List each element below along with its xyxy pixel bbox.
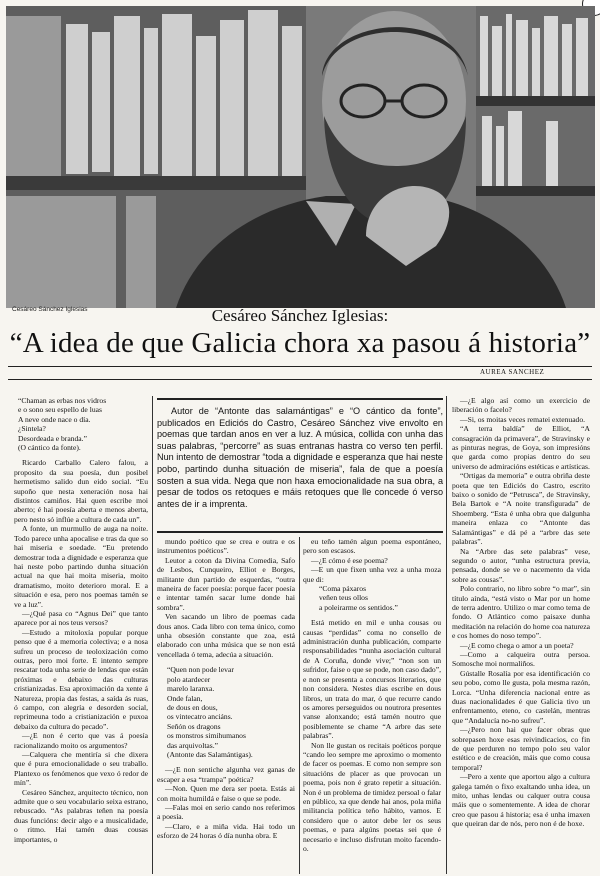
name-heading: Cesáreo Sánchez Iglesias: — [211, 306, 389, 325]
poem-line: os monstros simihumanos — [167, 731, 246, 741]
poem-line: os vintecatro anciáns. — [167, 712, 233, 722]
paragraph: Ricardo Carballo Calero falou, a proposito da sua poesía, dun posibel hermetismo salido dun eido social. “Eu supoño que nesta xeneración nosa hai distintos camiños. Hai quen escribe moi aberto; é hai poesía aberta e menos aberta, pero nesto só inflúe a cultura de cada un”. — [14, 458, 148, 524]
poem-line: Onde falan, — [167, 693, 203, 703]
paragraph: Ven sacando un libro de poemas cada dous anos. Cada libro con tema único, como unha obsesión constante que zoa, está elaborado con unha música que se non está vencellada ó tema, adecúa a situación. — [157, 612, 295, 659]
poem-line: Señón os dragons — [167, 721, 221, 731]
poem-line: veñen teus ollos — [319, 593, 368, 603]
poem-line: (Antonte das Salamántigas). — [167, 749, 253, 759]
paragraph: —¿Qué pasa co “Agnus Dei” que tanto aparece por ai nos teus versos? — [14, 608, 148, 628]
column-1 — [14, 396, 148, 876]
paragraph: mundo poético que se crea e outra e os instrumentos poéticos”. — [157, 537, 295, 556]
intro-text: Autor de “Antonte das salamántigas” e “O cántico da fonte”, publicados en Ediciós do Castro, Cesáreo Sánchez vive envolto en poemas que tardan anos en ver a luz. A música, collida con unha das suas palabras, “percorre” as suas entranas hastra co verso ten perfil. Nun intento de demostrar “toda a dignidade e esperanza que hai neste pobo, partindo dunha situación de miseria”, fala de que a poesía sosten a sua vida. Nega que non haxa emocionalidade na sua obra, a pesar de todos os retoques e máis retoques que lle concede ó verso antes de ir a imprenta. — [157, 406, 443, 509]
paragraph: “A terra baldía” de Elliot, “A consagración da primavera”, de Stravinsky e as pinturas negras, de Goya, son impresións que garda como propias dentro do seu universo de admiracións estéticas e artísticas. — [452, 424, 590, 471]
paragraph: Non lle gustan os recitais poéticos porque “cando leo sempre me aproximo o momento de facer os poemas. E como non sempre son situacións de placer as que provocan un poema, pois non é grato repetir a situación. Non é un problema de timidez persoal o falar en público, xa que dende hai anos, pola miña militancia política teño hábito, vamos. E considero que o autor debe ler os seus poemas, e para algúns poetas sei que é necesario e incluso disfrutan moito facendo-o. — [303, 740, 441, 853]
photo-caption: Cesáreo Sánchez Iglesias — [12, 306, 88, 313]
paragraph: —¿E algo así como un exercicio de liberación o facelo? — [452, 396, 590, 415]
column-2 — [157, 537, 295, 876]
poem-line: a poleirarme os sentidos.” — [319, 602, 398, 612]
column-2-poem — [157, 665, 295, 759]
poem-line: ¿Sintela? — [18, 424, 46, 434]
headline-rule-top — [8, 366, 592, 367]
paragraph: —Claro, e a miña vida. Hai todo un esforzo de 24 horas ó día nunha obra. E — [157, 821, 295, 841]
poem-line: “Coma páxaros — [319, 584, 367, 594]
column-divider — [299, 537, 300, 874]
paragraph: Cesáreo Sánchez, arquitecto técnico, non admite que o seu vocabulario seixa estrano, rebuscado. “As palabras teñen na poesía duas funcións: decir algo e a musicalidade, o ritmo. Hai tamén duas cousas importantes, o — [14, 787, 148, 844]
paragraph: —¿E non é certo que vas á poesía racionalizando moito os argumentos? — [14, 731, 148, 750]
headline-rule-bottom — [8, 379, 592, 380]
paragraph: Está metido en mil e unha cousas ou causas “perdidas” coma no consello de administración dunha publicación, comparte responsabilidades “nunha asociación cultural de A Coruña, donde vive;” “non son un sufridor, faise o que se pode, non caso dado”, e non se presenta a concursos literarios, que non considera. Nestes dias escribe en dous libros, un trata do mar, ó que recurre cando os amores perseguidos ou noutrora presentes vanse alonxando; está tamén noutro que posiblemente se chame “A arbre das sete palabras”. — [303, 618, 441, 741]
portrait-illustration — [6, 6, 595, 308]
poem-line: (O cántico da fonte). — [18, 443, 81, 453]
poem-line: “Quen non pode levar — [167, 665, 234, 675]
author-byline: AUREA SANCHEZ — [480, 368, 545, 376]
paragraph: “Ortigas da memoria” e outra obriña deste poeta que ten Ediciós do Castro, escrito baixo o sonido de “Petrusca”, de Stravinsky, Bela Bartok e “A noite transfigurada” de Shoemberg. “Esta é unha obra que dalgunha maneira enlaza co “Antonte das Salamántigas” e dá pé a “arbre das sete palabras”. — [452, 471, 590, 547]
paragraph: A fonte, un murmullo de auga na noite. Todo parece unha apocalise e tras da que so hai miseria e soedade. “Eu pretendo demostrar toda a dignidade e esperanza que hai neste pobo partindo dunha situación actual na que hai moita miseria, moito dramatismo, moito deteriorо moral. E a situación e esa, pero nos poemas tamén se ve a luz”. — [14, 524, 148, 609]
paragraph: —E un que fixen unha vez a unha moza que di: — [303, 565, 441, 584]
column-divider — [152, 396, 153, 874]
paragraph: Na “Arbre das sete palabras” vese, segundo o autor, “unha estructura previa, pensada, donde se ve o nacemento da vida sobre as cousas”. — [452, 546, 590, 584]
poem-line: “Chaman as erbas nos vidros — [18, 396, 107, 405]
poem-line: de dous en dous, — [167, 702, 218, 712]
paragraph: —Calquera che mentiría si che dixera que é pura emocionalidade o seu traballo. Plantexo os fenómenos que vexo ó redor de mín”. — [14, 750, 148, 788]
paragraph: —¿E non sentiche algunha vez ganas de escaper a esa “trampa” poética? — [157, 765, 295, 784]
intro-box — [157, 398, 443, 533]
headline: “A idea de que Galicia chora xa pasou á historia” — [9, 327, 591, 359]
poem-line: marelo laranxa. — [167, 684, 215, 694]
paragraph: —Falas moi en serio cando nos referimos a poesía. — [157, 802, 295, 822]
paragraph: —Pero a xente que aportou algo a cultura galega tamén o fixo exaltando unha idea, un mito, unhas lendas ou calquer outra cousa máis que o somentemente. A idea de chorar creo que pasou á historia; esa é unha imaxen que queiran dar de nós, pero non é de hoxe. — [452, 772, 590, 829]
portrait-photo — [6, 6, 595, 308]
paragraph: Leutor a coton da Divina Comedia, Safo de Lesbos, Cunqueiro, Elliot e Borges, militante dun partido de esquerdas, “outra maneira de facer poesía: porque facer poesía e intentar tamén sacar lume donde hai sombra”. — [157, 555, 295, 612]
paragraph: Gústalle Rosalía por esa identificación co seu pobo, como lle gusta, pola mesma razón, Lorca. “Unha diferencia nacional entre as duas nacionalidades é que Galicia tivo un enfrentamento, eteno, co castelán, mentras que “Andalucía no-no sufreu”. — [452, 668, 590, 725]
poem-line: e o sono seu espello de luas — [18, 405, 102, 415]
column-4 — [452, 396, 590, 876]
poem-line: polo atardecer — [167, 674, 211, 684]
column-3 — [303, 537, 441, 876]
paragraph: —Estudo a mitoloxía popular porque penso que é a memoria colectiva; e a nosa sufreu un proceso de teoloxización como outras, pero moi forte. E intento sempre rescatar toda unha serie de lendas que están próximas e debaixo das culturas cristianizadas. Esa aproximación da xente á Natureza, propia das festas, a saída ás ruas, ó campo, con alegría e desorden social, reprimeuna todo a cristianización e puxoa debaixo da cultura do pecado”. — [14, 627, 148, 731]
paragraph: —¿E cómo é ese poema? — [311, 555, 388, 565]
column-1-poem — [14, 396, 148, 452]
column-3-poem — [303, 584, 441, 612]
poem-line: das arquivoltas.” — [167, 740, 219, 750]
paragraph: eu teño tamén algun poema espontáneo, pero son escasos. — [303, 537, 441, 556]
paragraph: Polo contrario, no libro sobre “o mar”, sin título aínda, “está visto o Mar por un home de terra adentro. Utilizo o mar como tema de fondo. O Atlántico como paisaxe dunha meditación na relación do home coa natureza e cos homes do noso tempo”. — [452, 584, 590, 641]
column-divider — [446, 396, 447, 874]
paragraph: —¿Pero non hai que facer obras que sobrepasen hoxe esas reivindicacios, co fin de que perduren no tempo polo seu valor estético e de creación, máis que como cousa temporal? — [452, 725, 590, 772]
paragraph: —Si, os moitas veces rematei extenuado. — [460, 414, 586, 424]
paragraph: —Non. Quen me dera ser poeta. Estás ai con moita humildá e faise o que se pode. — [157, 784, 295, 803]
paragraph: —Como a calqueira outra persoa. Somosche moi normaliños. — [452, 649, 590, 669]
paragraph: —¿E como chega o amor a un poeta? — [460, 640, 574, 650]
poem-line: Desordeada e branda.” — [18, 433, 87, 443]
poem-line: A neve onde nace o día. — [18, 414, 91, 424]
